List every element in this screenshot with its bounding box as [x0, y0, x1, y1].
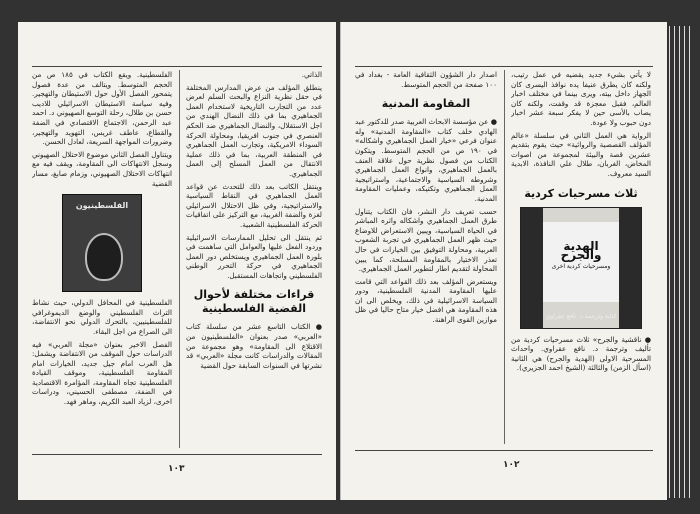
book-cover-subtitle: ومسرحيات كردية اخرى	[551, 262, 611, 270]
bottom-rule	[32, 454, 322, 455]
paragraph: ● ناقشية والجرح» ثلاث مسرحيات كردية من تأليف وترجمة د. نافع عقراوي. واحداث المسرحية الاولى (الهدية والجرح) هي الثانية (اسأل الزمن) والثالثة (الشيخ احمد الجزيري).	[511, 334, 651, 373]
left-page-right-column	[186, 70, 322, 448]
paragraph: لا يأتي بشيء جديد يقضيه في عمل رتيب، ولكنه كان يطرق عنيفا يده نوافذ اليسرى كان الجهاز داخل بيته، ويرى بينما في مختلف اخبار العالم، فقبل معجزة قد وقفت، ولكنه كان يصاب بالأسى حين لا يفكر سبعة عشر اخبار دون حبوب ولا عودة.	[511, 70, 651, 127]
top-rule	[355, 66, 653, 67]
left-page-left-column	[32, 70, 172, 448]
paragraph: ويتناول الفصل الثاني موضوع الاحتلال الصهيوني وسجل الانتهاكات الى المقاومة، ويقف فيه مع انتهاكات الاحتلال الصهيوني، وزمام صابغ، مسار القضية	[32, 149, 172, 188]
paragraph: ينطلق المؤلف من عرض المدارس المختلفة في حقل نظرية النزاع والبحث السلم لعرض عدد من التجارب التاريخية لاستخدام العمل الجماهيري بما في ذلك النضال الهندي من اجل الاستقلال، والنضال الجماهيري ضد الحكم العنصري في جنوب افريقيا، ومحاولة الحركة السوداء الامريكية، وتجارب العمل الجماهيري في المنطقة العربية، بما في ذلك عملية الانتقال من العمل المسلح إلى العمل الجماهيري.	[186, 82, 322, 178]
book-cover-image	[520, 207, 642, 329]
bottom-rule	[355, 450, 653, 451]
page-edges	[666, 26, 692, 498]
right-page	[340, 22, 667, 500]
paragraph: الرواية هي العمل الثاني في سلسلة «عالم المؤلف القصصية والروائية» حيث يقوم بتقديم عشرين قصة والبيئة لمجموعة من اصوات المخاض، الغربان، طلال علي النافذة، الابدية السيد معروف.	[511, 130, 651, 178]
book-cover-title: الهدية والجرح	[560, 238, 602, 263]
curtain-left	[521, 208, 543, 328]
section-heading: ثلاث مسرحيات كردية	[524, 186, 638, 200]
paragraph: حسب تعريف دار النشر، فان الكتاب يتناول طرق العمل الجماهيري واشكاله واثره المباشر في الحياة السياسية، ويبين الاستعراض للاوضاع حيث ظهر العمل الجماهيري في تجربة الشعوب العربية، ومحاولة التوفيق بين الخيارات في حال تعذر الاختيار بالمقاومة المسلحة، كما يبين المحاولة لتقديم اطار لتطوير العمل الجماهيري.	[355, 206, 497, 274]
curtain-right	[619, 208, 641, 328]
portrait-illustration	[85, 233, 123, 281]
paragraph: وينتقل الكاتب بعد ذلك للتحدث عن قواعد العمل الجماهيري في النقاط السياسية والاستراتيجية، وفي ظل الاحتلال الاسرائيلي لغزة والضفة الغربية، مع التركيز على اتفاقيات الحركة الفلسطينية الشعبية.	[186, 181, 322, 229]
column-divider	[504, 70, 505, 444]
top-rule	[32, 66, 322, 67]
right-page-left-column	[355, 70, 497, 444]
book-cover-author: كتابة وترجمة د. نافع عقراوي	[545, 312, 617, 320]
page-number: ١٠٢	[503, 460, 520, 470]
paragraph: الذاتي.	[301, 70, 322, 79]
book-cover-title: الفلسطينيون	[75, 201, 129, 211]
right-page-right-column	[511, 70, 651, 444]
left-page	[18, 22, 336, 500]
paragraph: الفلسطينية. ويقع الكتاب في ١٨٥ ص من الحجم المتوسط. ويتالف من عدة فصول يتمحور الفصل الأول حول الاستيطان والتهجير. وفيه سياسة الاستيطان الاسرائيلي للاديب حسن بن طلال، رحلة التوسع الصهيوني د. احمد عبد الرحمن، الاجتماع الاقتصادي في الضفة والقطاع، عاطف غريس، التهويد والتهجير، وضرورات المواجهة السريعة، لعادل الحسن.	[32, 70, 172, 147]
paragraph: ويستعرض المؤلف بعد ذلك القواعد التي قامت عليها المقاومة المدنية الفلسطينية، ودور السياسة الاسرائيلية في ذلك، ويخلص الى ان هذه المقاومة هي افضل خيار متاح حاليا في ظل موازين القوى الراهنة.	[355, 276, 497, 325]
paragraph: ● عن مؤسسة الابحاث العربية صدر للدكتور عبد الهادي خلف كتاب «المقاومة المدنية» وله عنوان فرعي «خيار العمل الجماهيري واشكاله» في ١٩٠ ص من الحجم المتوسط. ويتكون الكتاب من فصول نظرية حول علاقة العنف بالعمل الجماهيري، وانواع العمل الجماهيري وشروطه السياسية والاجتماعية، واستراتيجية العمل الجماهيري وتكتيكه، وعمليات المقاومة المدنية.	[355, 117, 497, 203]
paragraph: الفصل الاخير بعنوان «مجلة العربي» فيه الدراسات حول الموقف من الانتفاضة ويشمل: هل العرب امام جيل جديد، الخيارات امام المقاومة الفلسطينية، وموقف القيادة الفلسطينية تجاه المقاومة، المؤامرة الاقتصادية في الضفة، مصطفى الحسيني، ودراسات اخرى، لزياد العبد الكريم، وماهر فهد.	[32, 339, 172, 407]
column-divider	[179, 70, 180, 448]
page-number: ١٠٣	[168, 464, 185, 474]
paragraph: اصدار دار الشؤون الثقافية العامة - بغداد في ١٠٠ صفحة من الحجم المتوسط.	[355, 70, 497, 89]
section-heading: قراءات مختلفة لأحوال القضية الفلسطينية	[193, 288, 315, 316]
book-cover-image	[62, 194, 142, 292]
section-heading: المقاومة المدنية	[381, 97, 471, 111]
paragraph: ثم ينتقل الى تحليل الممارسات الاسرائيلية وردود الفعل عليها والعوامل التي ساهمت في بلورة العمل الجماهيري ويستخلص دور العمل الجماهيري في حركة التحرر الوطني الفلسطيني واتجاهات المستقبل.	[186, 232, 322, 280]
paragraph: ● الكتاب التاسع عشر من سلسلة كتاب «العربي» صدر بعنوان «الفلسطينيون من الاقتلاع الى المقاومة» وهو مجموعة من المقالات والدراسات كانت مجلة «العربي» قد نشرتها في السنوات السابقة حول القضية	[186, 322, 322, 370]
paragraph: الفلسطينية في المحافل الدولي، حيث نشاط التراث الفلسطيني والوضع الديموغرافي للفلسطينيين، بالتحرك الدولي نحو الانتفاضة، الى الصراع من اجل البقاء.	[32, 298, 172, 336]
